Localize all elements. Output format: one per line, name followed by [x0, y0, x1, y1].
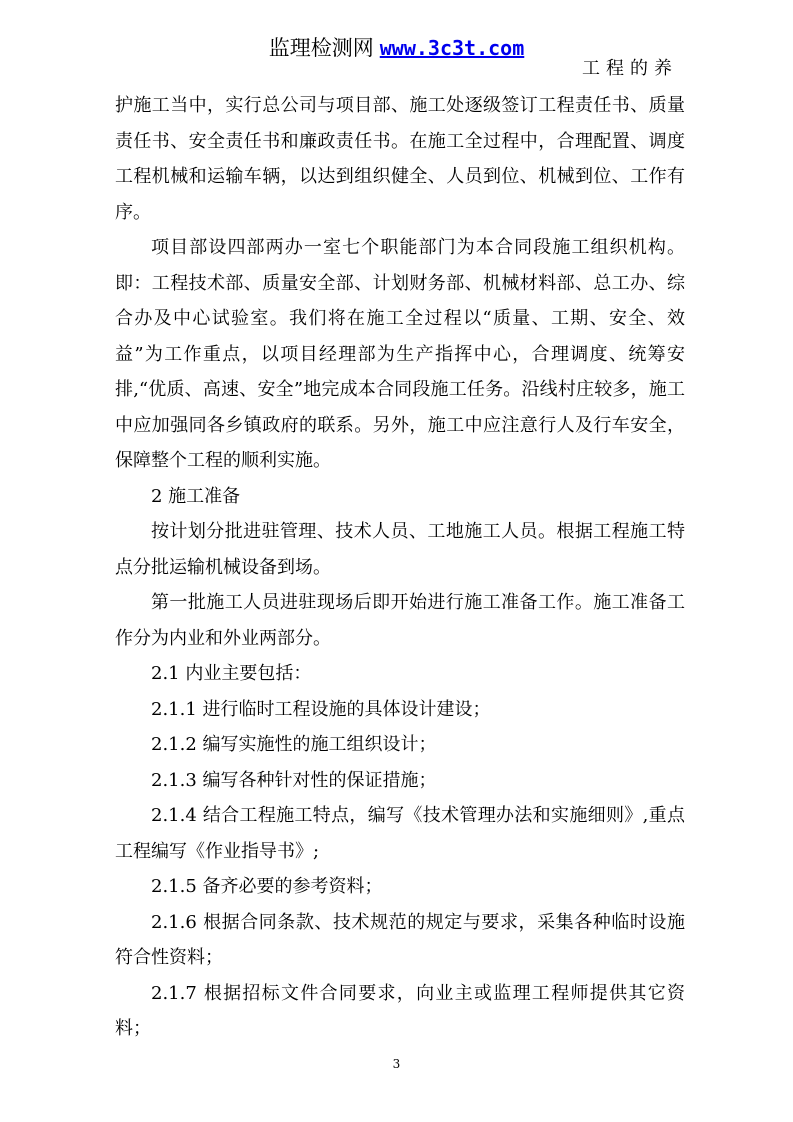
paragraph-responsibility: 护施工当中，实行总公司与项目部、施工处逐级签订工程责任书、质量责任书、安全责任书和廉政责任书。在施工全过程中，合理配置、调度工程机械和运输车辆，以达到组织健全、人员到位、机械到位、工作有序。 [115, 95, 685, 223]
list-item: 2.1.4 结合工程施工特点，编写《技术管理办法和实施细则》,重点工程编写《作业指导书》; [115, 805, 685, 862]
list-item: 2.1.7 根据招标文件合同要求，向业主或监理工程师提供其它资料； [115, 982, 685, 1039]
list-item: 2.1.1 进行临时工程设施的具体设计建设； [151, 698, 491, 720]
carried-over-text: 工程的养 [582, 58, 678, 79]
paragraph-organization: 项目部设四部两办一室七个职能部门为本合同段施工组织机构。即：工程技术部、质量安全部、计划财务部、机械材料部、总工办、综合办及中心试验室。我们将在施工全过程以“质量、工期、安全、效益”为工作重点，以项目经理部为生产指挥中心，合理调度、统筹安排,“优质、高速、安全”地完成本合同段施工任务。沿线村庄较多，施工中应加强同各乡镇政府的联系。另外，施工中应注意行人及行车安全，保障整个工程的顺利实施。 [115, 237, 685, 471]
list-item: 2.1.2 编写实施性的施工组织设计； [151, 734, 437, 755]
site-name: 监理检测网 [268, 36, 374, 60]
paragraph-preparation-work: 第一批施工人员进驻现场后即开始进行施工准备工作。施工准备工作分为内业和外业两部分。 [115, 592, 685, 649]
list-item: 2.1.6 根据合同条款、技术规范的规定与要求，采集各种临时设施符合性资料； [115, 911, 685, 968]
page-number: 3 [392, 1057, 401, 1071]
paragraph-staffing: 按计划分批进驻管理、技术人员、工地施工人员。根据工程施工特点分批运输机械设备到场。 [115, 521, 685, 578]
list-item: 2.1.3 编写各种针对性的保证措施； [151, 769, 437, 791]
site-url-link[interactable]: www.3c3t.com [379, 36, 525, 60]
list-item: 2.1.5 备齐必要的参考资料； [151, 876, 383, 897]
section-heading-construction-preparation: 2 施工准备 [151, 485, 241, 507]
document-body [115, 88, 685, 1047]
subsection-heading-internal-work: 2.1 内业主要包括： [151, 663, 312, 684]
